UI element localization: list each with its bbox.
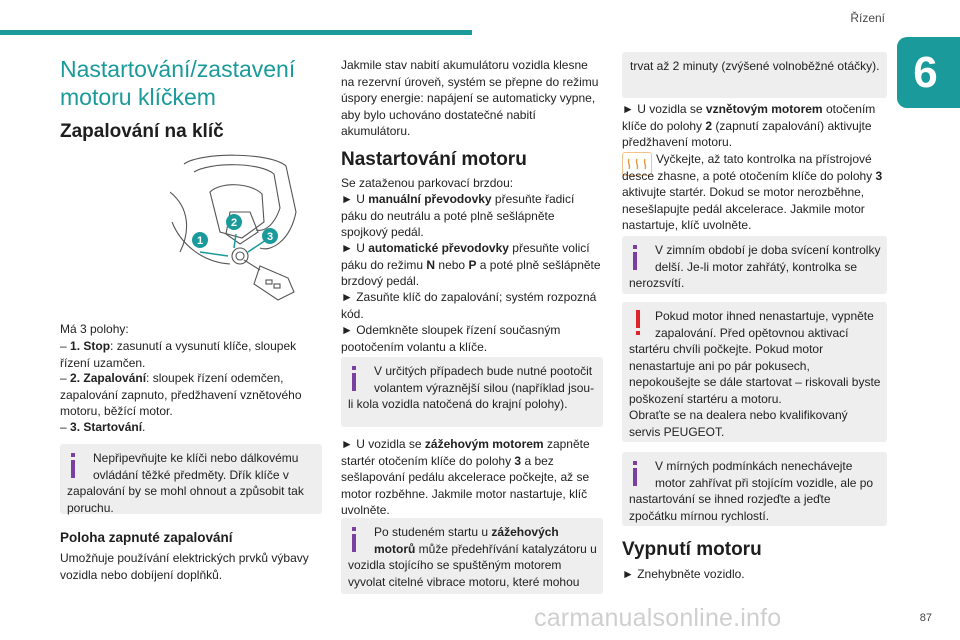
step-unlock: ► Odemkněte sloupek řízení současným pootočením volantu a klíče. xyxy=(341,323,561,354)
section-header-title: Řízení xyxy=(850,11,885,25)
position-2-text: – 2. Zapalování: sloupek řízení odemčen, zapalování zapnuto, předžhavení vznětového motoru, běžící motor. xyxy=(60,371,302,418)
watermark: carmanualsonline.info xyxy=(534,604,782,632)
section-title-ignition-on: Poloha zapnuté zapalování xyxy=(60,530,233,545)
section-title-start: Nastartování motoru xyxy=(341,149,527,170)
step-manual: ► U manuální převodovky přesuňte řadicí páku do neutrálu a poté plně sešlápněte spojkový pedál. xyxy=(341,192,575,239)
info-note-continued: trvat až 2 minuty (zvýšené volnoběžné otáčky). xyxy=(622,52,887,98)
glow-plug-wait-text: Vyčkejte, až tato kontrolka na přístrojové desce zhasne, a poté otočením klíče do polohy 3 aktivujte startér. Dokud se motor nerozběhne, nesešlapujte pedál akcelerace. Jakmile motor nastartuje, klíč uvolněte. xyxy=(622,152,883,232)
info-note-winter: V zimním období je doba svícení kontrolky delší. Je-li motor zahřátý, kontrolka se nerozsvítí. xyxy=(622,236,887,294)
header-accent-bar xyxy=(0,30,472,35)
figure-label-3: 3 xyxy=(266,231,274,243)
section-title-stop: Vypnutí motoru xyxy=(622,539,762,560)
start-intro: Se zataženou parkovací brzdou: xyxy=(341,176,514,190)
info-icon xyxy=(629,242,651,274)
positions-intro: Má 3 polohy: xyxy=(60,322,129,336)
info-note-steering: V určitých případech bude nutné pootočit volantem výraznější silou (například jsou-li kola vozidla natočená do krajní polohy). xyxy=(341,357,603,427)
steering-wheel-key-illustration xyxy=(170,152,300,312)
step-petrol: ► U vozidla se zážehovým motorem zapněte startér otočením klíče do polohy 3 a bez sešlapování pedálu akcelerace počkejte, až se motor rozběhne. Jakmile motor nastartuje, klíč uvolněte. xyxy=(341,437,590,517)
position-1-text: – 1. Stop: zasunutí a vysunutí klíče, sloupek řízení uzamčen. xyxy=(60,339,297,370)
info-icon xyxy=(67,450,89,482)
page-number: 87 xyxy=(919,612,932,624)
section-title-ignition: Zapalování na klíč xyxy=(60,121,224,142)
position-3-text: – 3. Startování. xyxy=(60,420,146,434)
battery-intro-text: Jakmile stav nabití akumulátoru vozidla klesne na rezervní úroveň, systém se přepne do režimu úspory energie: napájení se automaticky vypne, aby bylo uchováno dostatečné nabití akumulátoru. xyxy=(341,58,599,138)
info-note-catalyst: Po studeném startu u zážehových motorů může předehřívání katalyzátoru u vozidla stojícího se spuštěným motorem vyvolat citelné vibrace motoru, které mohou xyxy=(341,518,603,594)
info-icon xyxy=(629,458,651,490)
warning-icon xyxy=(629,308,651,340)
info-note-warmup: V mírných podmínkách nenechávejte motor zahřívat při stojícím vozidle, ale po nastartování se ihned rozjeďte a jeďte zpočátku mírnou rychlostí. xyxy=(622,452,887,526)
warning-note-start: Pokud motor ihned nenastartuje, vypněte zapalování. Před opětovnou aktivací startéru chvíli počkejte. Pokud motor nenastartuje ani po pár pokusech, nepokoušejte se dále startovat – riskovali byste poškození startéru a motoru. Obraťte se na dealera nebo kvalifikovaný servis PEUGEOT. xyxy=(622,302,887,442)
chapter-tab: 6 xyxy=(897,37,960,108)
info-note-key: Nepřipevňujte ke klíči nebo dálkovému ovládání těžké předměty. Dřík klíče v zapalování by se mohl ohnout a způsobit tak poruchu. xyxy=(60,444,322,514)
page-title: Nastartování/zastavení motoru klíčkem xyxy=(60,56,296,110)
step-immobilize: ► Znehybněte vozidlo. xyxy=(622,567,745,581)
figure-label-2: 2 xyxy=(230,217,238,229)
info-icon xyxy=(348,363,370,395)
info-icon xyxy=(348,524,370,556)
step-automatic: ► U automatické převodovky přesuňte volicí páku do režimu N nebo P a poté plně sešlápněte brzdový pedál. xyxy=(341,241,601,288)
step-insert-key: ► Zasuňte klíč do zapalování; systém rozpozná kód. xyxy=(341,290,597,321)
step-diesel: ► U vozidla se vznětovým motorem otočením klíče do polohy 2 (zapnutí zapalování) aktivujte předžhavení motoru. xyxy=(622,102,876,149)
figure-label-1: 1 xyxy=(196,235,204,247)
ignition-on-text: Umožňuje používání elektrických prvků výbavy vozidla nebo dobíjení doplňků. xyxy=(60,551,309,582)
